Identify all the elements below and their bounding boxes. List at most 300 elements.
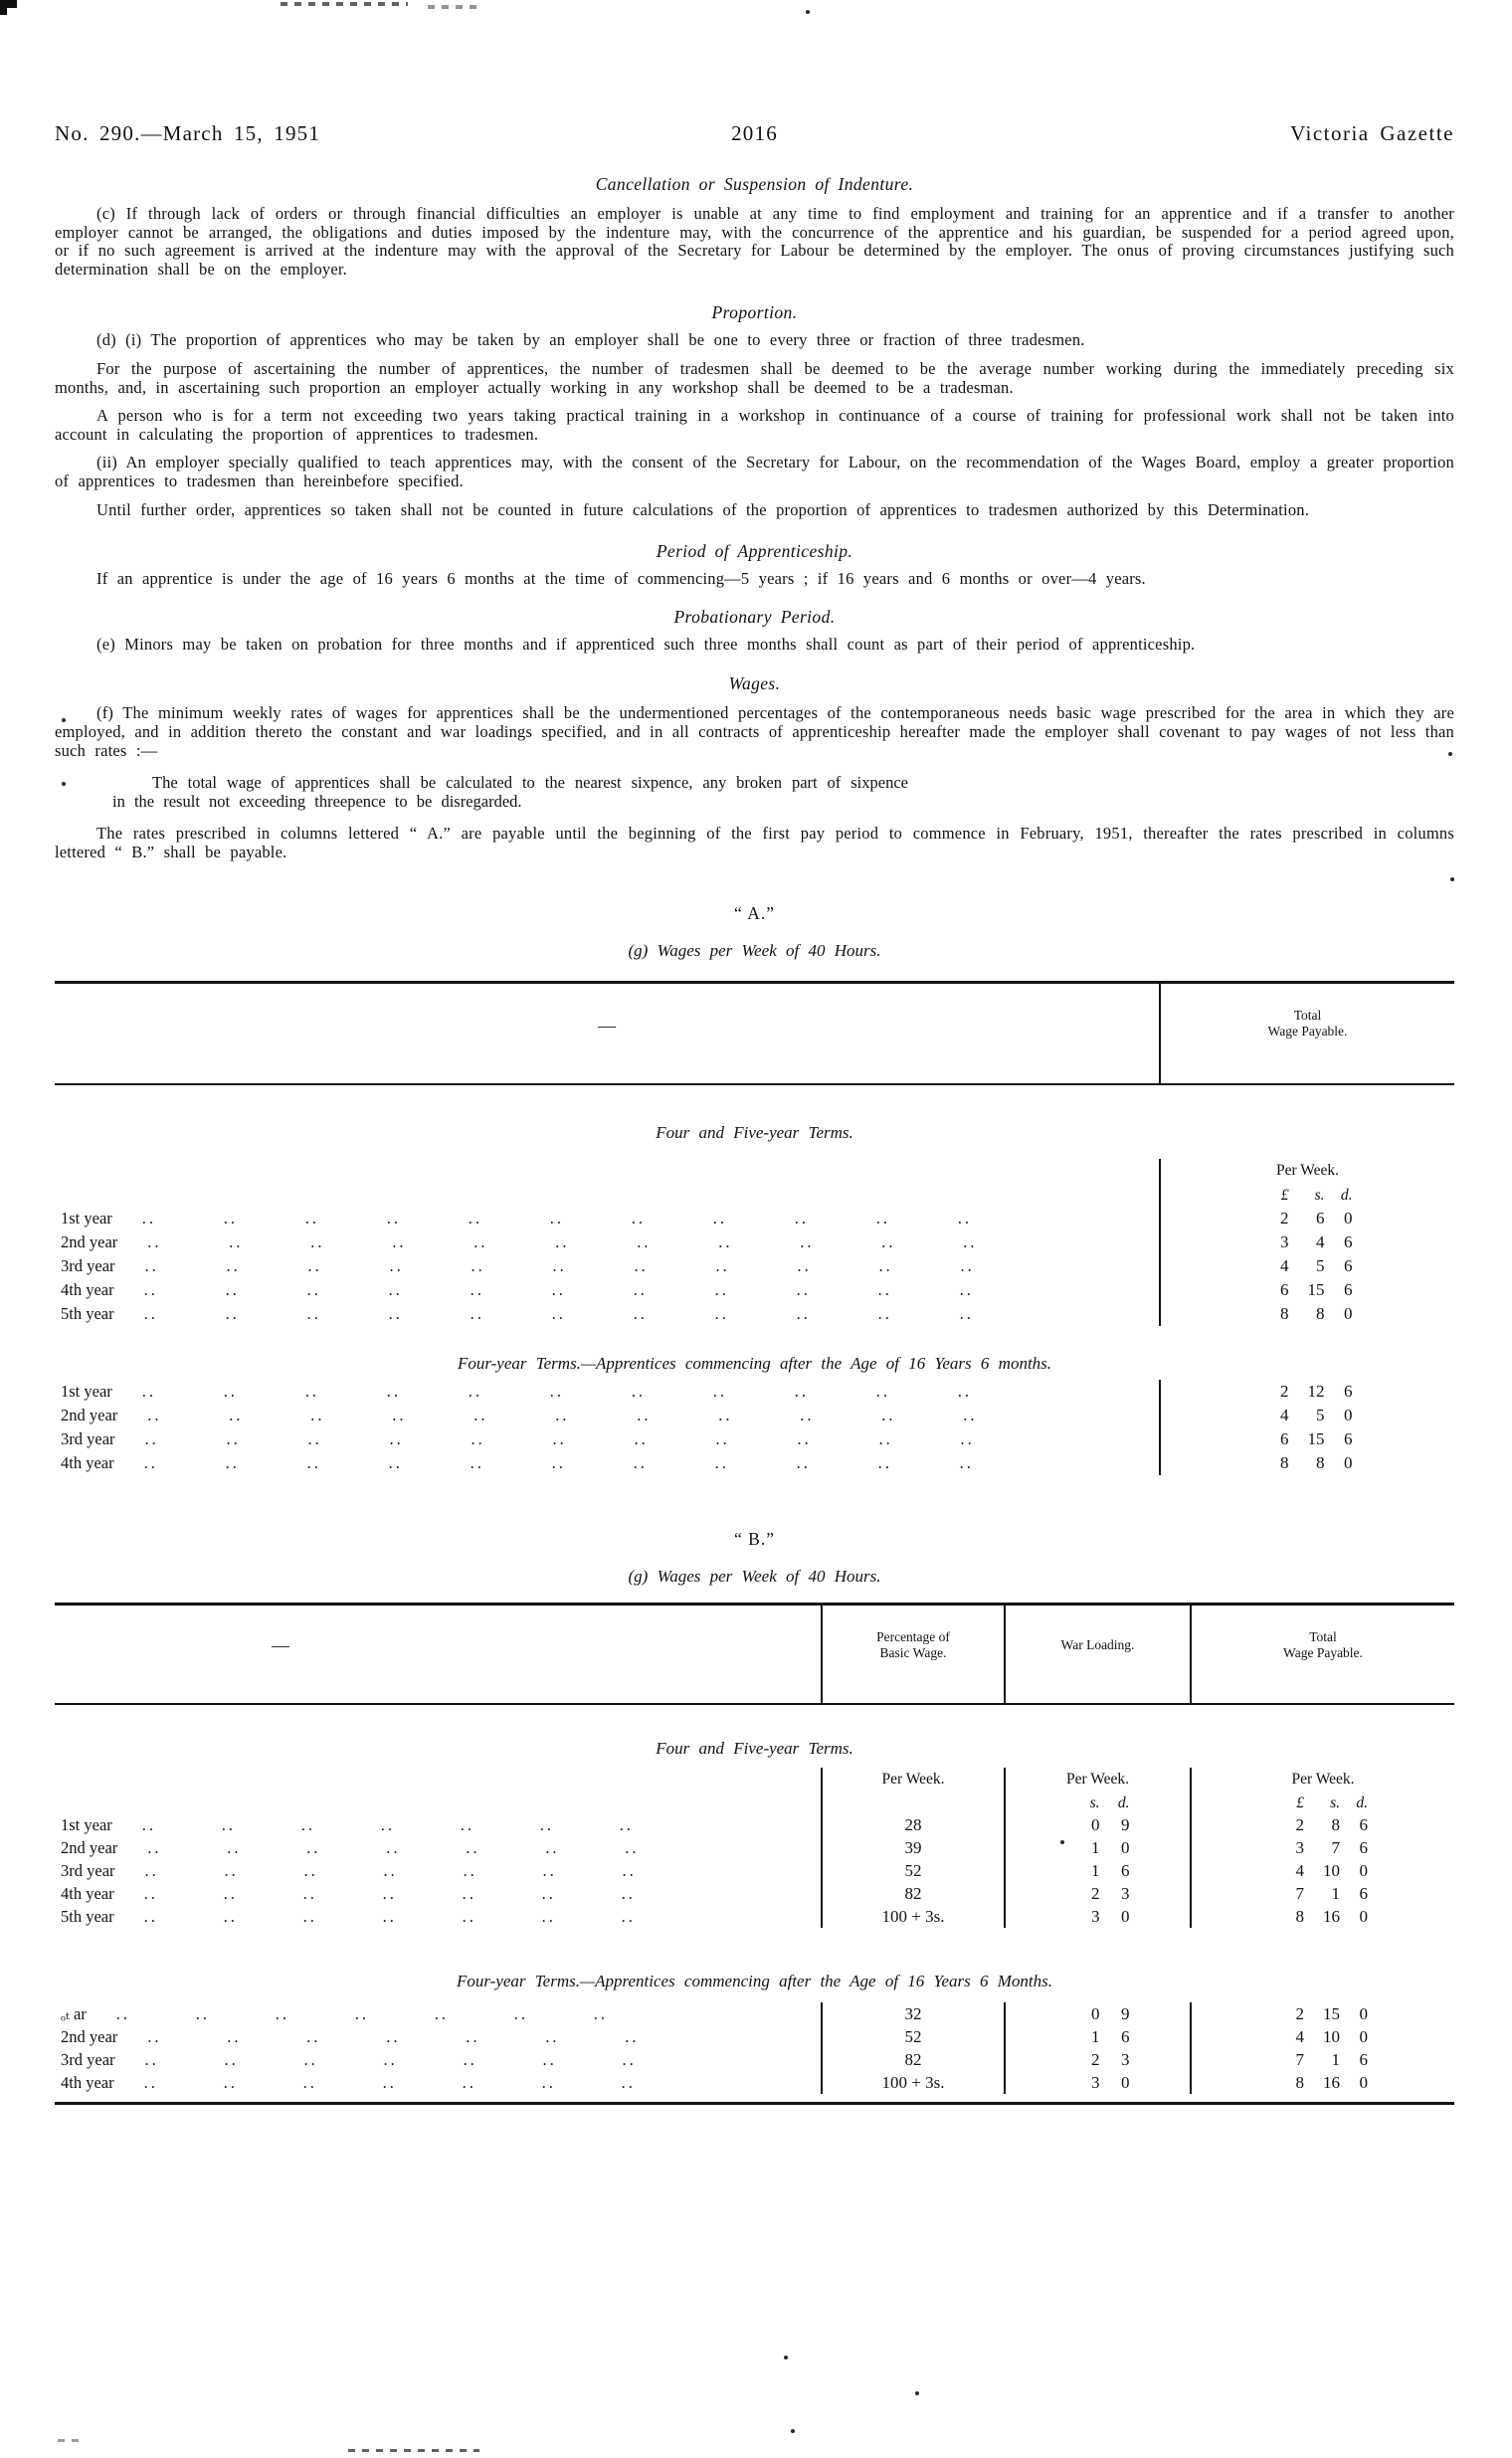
leader-dots: .. (619, 1815, 635, 1835)
table-row (55, 1882, 1454, 1905)
leader-dots: .. (388, 1280, 403, 1300)
percentage-header-line1: Percentage of (876, 1629, 950, 1645)
money-part: 6 (1359, 1838, 1368, 1858)
year-label: 3rd year (61, 1256, 115, 1276)
war-loading-cell (1004, 1905, 1190, 1928)
total-wage-cell (1159, 1427, 1454, 1451)
total-currency-header (1190, 1791, 1454, 1813)
table-row (55, 1254, 1454, 1278)
money-value (1278, 1792, 1368, 1814)
leader-dots: .. (959, 1304, 974, 1324)
empty-cell (55, 1768, 821, 1791)
war-loading-cell (1004, 1882, 1190, 1905)
leader-dots: .. (224, 1861, 239, 1881)
leader-dots: .. (473, 1406, 488, 1425)
leader-dots: .. (310, 1232, 325, 1252)
money-part: 4 (1295, 2027, 1304, 2047)
percentage-cell: 52 (821, 2025, 1004, 2048)
money-part: 6 (1280, 1429, 1289, 1449)
money-value (1263, 1254, 1353, 1278)
empty-cell (55, 1183, 1159, 1207)
money-part: 0 (1359, 1861, 1368, 1881)
money-part: 16 (1323, 2073, 1340, 2093)
scan-artifact (0, 0, 17, 8)
leader-dots: .. (545, 1838, 560, 1858)
percentage-cell: 52 (821, 1859, 1004, 1882)
scan-artifact (428, 5, 479, 9)
leader-dots: .. (147, 1406, 162, 1425)
leader-dots: .. (226, 1429, 241, 1449)
table-a-dash-cell: — (598, 1016, 616, 1037)
leader-dots: .. (471, 1429, 485, 1449)
empty-cell (821, 1791, 1004, 1813)
dot-leader (117, 1230, 1159, 1254)
money-part: 7 (1295, 1884, 1304, 1904)
leader-dots: .. (796, 1453, 811, 1473)
leader-dots: .. (392, 1406, 407, 1425)
leader-dots: .. (960, 1429, 975, 1449)
year-label: 2nd year (61, 1838, 118, 1858)
dot-leader (115, 2048, 821, 2071)
war-loading-cell (1004, 1836, 1190, 1859)
total-wage-cell (1190, 2025, 1454, 2048)
currency-header (1159, 1183, 1454, 1207)
leader-dots: .. (621, 2073, 636, 2093)
leader-dots: .. (225, 1280, 240, 1300)
table-b-war-loading-header (1004, 1606, 1190, 1703)
scan-artifact (791, 2429, 795, 2433)
leader-dots: .. (633, 1304, 648, 1324)
table-row (55, 1278, 1454, 1302)
leader-dots: .. (712, 1382, 728, 1402)
leader-dots: .. (354, 2004, 370, 2024)
total-header-line1: Total (1309, 1629, 1337, 1645)
heading-wages: Wages. (728, 673, 781, 694)
leader-dots: .. (310, 1406, 325, 1425)
leader-dots: .. (223, 1907, 238, 1927)
scan-artifact (348, 2449, 479, 2452)
dot-leader (114, 1905, 821, 1928)
leader-dots: .. (143, 1280, 158, 1300)
money-value (1066, 1813, 1130, 1836)
leader-dots: .. (963, 1406, 978, 1425)
leader-dots: .. (875, 1209, 891, 1229)
leader-dots: .. (223, 2073, 238, 2093)
percentage-cell: 28 (821, 1813, 1004, 1836)
leader-dots: .. (144, 2050, 159, 2070)
leader-dots: .. (306, 1838, 321, 1858)
leader-dots: .. (303, 1861, 318, 1881)
money-part: 7 (1331, 1838, 1340, 1858)
leader-dots: .. (224, 2050, 239, 2070)
money-part: s. (1089, 1795, 1100, 1812)
wages-table-a (55, 981, 1454, 1475)
row-label-cell (55, 1451, 1159, 1475)
money-part: 6 (1280, 1280, 1289, 1300)
year-label: 4th year (61, 1884, 114, 1904)
leader-dots: .. (462, 1907, 476, 1927)
total-wage-cell (1159, 1404, 1454, 1427)
money-part: d. (1356, 1795, 1368, 1812)
table-a-body (55, 1123, 1454, 1475)
leader-dots: .. (463, 2050, 477, 2070)
money-part: 15 (1307, 1429, 1325, 1449)
money-part: 2 (1295, 2004, 1304, 2024)
leader-dots: .. (714, 1304, 729, 1324)
money-part: 4 (1316, 1232, 1325, 1252)
leader-dots: .. (470, 1453, 484, 1473)
leader-dots: .. (542, 2050, 557, 2070)
leader-dots: .. (388, 1304, 403, 1324)
leader-dots: .. (141, 1382, 157, 1402)
money-part: 1 (1091, 2027, 1100, 2047)
leader-dots: .. (878, 1429, 893, 1449)
money-value (1066, 2002, 1130, 2025)
table-a-total-column-header (1159, 984, 1454, 1083)
leader-dots: .. (460, 1815, 475, 1835)
leader-dots: .. (621, 1907, 636, 1927)
leader-dots: .. (468, 1209, 483, 1229)
money-part: 6 (1344, 1232, 1353, 1252)
war-loading-cell (1004, 2025, 1190, 2048)
leader-dots: .. (957, 1382, 973, 1402)
scan-artifact (915, 2391, 919, 2395)
leader-dots: .. (388, 1453, 403, 1473)
money-part: 2 (1091, 1884, 1100, 1904)
row-label-cell (55, 2025, 821, 2048)
money-part: 8 (1316, 1453, 1325, 1473)
leader-dots: .. (878, 1256, 893, 1276)
leader-dots: .. (307, 1429, 322, 1449)
paragraph-e: (e) Minors may be taken on probation for three months and if apprenticed such three months shall count as part of their period of apprenticeship. (96, 634, 1196, 654)
table-a-subheader-row (55, 1159, 1454, 1183)
row-label-cell (55, 1905, 821, 1928)
money-part: 6 (1344, 1256, 1353, 1276)
leader-dots: .. (143, 1304, 158, 1324)
table-a-group-title: Four and Five-year Terms. (656, 1123, 853, 1143)
total-wage-cell (1159, 1380, 1454, 1404)
leader-dots: .. (380, 1815, 396, 1835)
leader-dots: .. (386, 2027, 401, 2047)
leader-dots: .. (462, 1884, 476, 1904)
leader-dots: .. (223, 1884, 238, 1904)
money-part: 0 (1359, 2004, 1368, 2024)
paragraph-f: (f) The minimum weekly rates of wages for apprentices shall be the undermentioned percentages of the contemporaneous needs basic wage prescribed for the area in which they are employed, and in addition thereto the constant and war loadings specified, and in all contracts of apprenticeship hereafter made the employer shall covenant to pay wages of not less than such rates :— (55, 703, 1454, 760)
leader-dots: .. (622, 2050, 637, 2070)
leader-dots: .. (631, 1209, 647, 1229)
year-label: 5th year (61, 1907, 114, 1927)
war-loading-cell (1004, 2048, 1190, 2071)
total-header-line2: Wage Payable. (1267, 1024, 1348, 1040)
empty-cell (55, 1791, 821, 1813)
leader-dots: .. (147, 1838, 162, 1858)
money-part: 6 (1344, 1429, 1353, 1449)
row-label-cell (55, 1859, 821, 1882)
leader-dots: .. (306, 1304, 321, 1324)
leader-dots: .. (712, 1209, 728, 1229)
money-part: 3 (1121, 2050, 1130, 2070)
money-part: 4 (1295, 1861, 1304, 1881)
percentage-cell: 82 (821, 1882, 1004, 1905)
section-b-label: “ B.” (734, 1529, 775, 1550)
publication-title: Victoria Gazette (1290, 121, 1454, 145)
leader-dots: .. (542, 1861, 557, 1881)
year-label: 3rd year (61, 1861, 115, 1881)
leader-dots: .. (307, 1256, 322, 1276)
leader-dots: .. (551, 1304, 566, 1324)
leader-dots: .. (715, 1256, 730, 1276)
money-part: 6 (1359, 2050, 1368, 2070)
leader-dots: .. (800, 1406, 815, 1425)
money-part: 12 (1307, 1382, 1325, 1402)
money-value (1263, 1380, 1353, 1404)
year-label: 3rd year (61, 1429, 115, 1449)
total-wage-cell (1190, 1813, 1454, 1836)
money-value (1278, 1882, 1368, 1905)
money-part: 0 (1091, 1815, 1100, 1835)
percentage-cell: 39 (821, 1836, 1004, 1859)
section-a-subtitle: (g) Wages per Week of 40 Hours. (628, 941, 881, 961)
leader-dots: .. (144, 1429, 159, 1449)
money-value (1263, 1230, 1353, 1254)
money-part: 0 (1344, 1406, 1353, 1425)
leader-dots: .. (383, 2050, 398, 2070)
table-row (55, 1427, 1454, 1451)
money-part: 0 (1121, 2073, 1130, 2093)
leader-dots: .. (881, 1406, 896, 1425)
leader-dots: .. (794, 1209, 810, 1229)
leader-dots: .. (634, 1256, 649, 1276)
money-part: 2 (1280, 1209, 1289, 1229)
leader-dots: .. (881, 1232, 896, 1252)
row-label-cell (55, 2002, 821, 2025)
money-part: 3 (1280, 1232, 1289, 1252)
money-part: 8 (1280, 1304, 1289, 1324)
year-label: 4th year (61, 1453, 114, 1473)
table-row (55, 1905, 1454, 1928)
year-label: 1st year (61, 1815, 112, 1835)
heading-cancellation: Cancellation or Suspension of Indenture. (595, 174, 914, 194)
leader-dots: .. (386, 1838, 401, 1858)
table-b-dash-cell: — (272, 1635, 289, 1656)
money-part: 0 (1121, 1838, 1130, 1858)
table-row (55, 1451, 1454, 1475)
money-value (1278, 2025, 1368, 2048)
leader-dots: .. (634, 1429, 649, 1449)
leader-dots: .. (227, 1838, 242, 1858)
dot-leader (112, 1813, 821, 1836)
percentage-header-line2: Basic Wage. (879, 1645, 947, 1661)
table-b-total-header (1190, 1606, 1454, 1703)
dot-leader (114, 1451, 1159, 1475)
leader-dots: .. (383, 1861, 398, 1881)
money-value (1263, 1278, 1353, 1302)
percentage-cell: 100 + 3s. (821, 2071, 1004, 2094)
leader-dots: .. (513, 2004, 529, 2024)
leader-dots: .. (957, 1209, 973, 1229)
year-label: 2nd year (61, 1406, 118, 1425)
war-loading-cell (1004, 2002, 1190, 2025)
money-part: 6 (1359, 1815, 1368, 1835)
money-part: 15 (1307, 1280, 1325, 1300)
leader-dots: .. (468, 1382, 483, 1402)
money-part: 9 (1121, 2004, 1130, 2024)
leader-dots: .. (382, 2073, 397, 2093)
money-part: 8 (1316, 1304, 1325, 1324)
leader-dots: .. (147, 2027, 162, 2047)
table-b-group (55, 2002, 1454, 2094)
per-week-header: Per Week. (1159, 1159, 1454, 1183)
leader-dots: .. (551, 1453, 566, 1473)
leader-dots: .. (303, 2050, 318, 2070)
leader-dots: .. (223, 1382, 239, 1402)
dot-leader (114, 2071, 821, 2094)
leader-dots: .. (225, 1304, 240, 1324)
money-part: 8 (1295, 2073, 1304, 2093)
leader-dots: .. (796, 1304, 811, 1324)
money-part: 6 (1344, 1382, 1353, 1402)
table-row (55, 1230, 1454, 1254)
total-per-week-header: Per Week. (1190, 1768, 1454, 1791)
leader-dots: .. (718, 1406, 733, 1425)
leader-dots: .. (633, 1453, 648, 1473)
section-a-label: “ A.” (734, 903, 775, 924)
money-part: 0 (1121, 1907, 1130, 1927)
money-part: 8 (1295, 1907, 1304, 1927)
leader-dots: .. (147, 1232, 162, 1252)
page-content (55, 121, 1454, 2105)
leader-dots: .. (143, 1453, 158, 1473)
row-label-cell (55, 1427, 1159, 1451)
dot-leader (87, 2002, 821, 2025)
leader-dots: .. (302, 1884, 317, 1904)
section-b-subtitle: (g) Wages per Week of 40 Hours. (628, 1567, 881, 1587)
money-value (1066, 1859, 1130, 1882)
leader-dots: .. (225, 1453, 240, 1473)
leader-dots: .. (549, 1209, 565, 1229)
total-wage-cell (1190, 2048, 1454, 2071)
leader-dots: .. (115, 2004, 131, 2024)
leader-dots: .. (555, 1406, 570, 1425)
money-part: 1 (1091, 1838, 1100, 1858)
leader-dots: .. (715, 1429, 730, 1449)
leader-dots: .. (227, 2027, 242, 2047)
leader-dots: .. (392, 1232, 407, 1252)
money-part: 10 (1323, 1861, 1340, 1881)
empty-cell (55, 1159, 1159, 1183)
leader-dots: .. (633, 1280, 648, 1300)
money-part: d. (1340, 1187, 1353, 1205)
dot-leader (114, 1302, 1159, 1326)
table-b-body (55, 1739, 1454, 2094)
money-part: 8 (1280, 1453, 1289, 1473)
leader-dots: .. (226, 1256, 241, 1276)
leader-dots: .. (549, 1382, 565, 1402)
money-part: 0 (1091, 2004, 1100, 2024)
total-wage-cell (1159, 1207, 1454, 1230)
leader-dots: .. (800, 1232, 815, 1252)
leader-dots: .. (621, 1884, 636, 1904)
paragraph-total-wage: The total wage of apprentices shall be calculated to the nearest sixpence, any broken part of sixpence in the result not exceeding threepence to be disregarded. (112, 773, 908, 811)
row-label-cell (55, 1813, 821, 1836)
money-part: 1 (1091, 1861, 1100, 1881)
leader-dots: .. (796, 1280, 811, 1300)
leader-dots: .. (302, 2073, 317, 2093)
leader-dots: .. (302, 1907, 317, 1927)
row-label-cell (55, 2071, 821, 2094)
year-label: 4th year (61, 1280, 114, 1300)
table-row (55, 1302, 1454, 1326)
wages-table-b (55, 1603, 1454, 2105)
issue-date: No. 290.—March 15, 1951 (55, 121, 321, 145)
scan-artifact (281, 2, 408, 6)
leader-dots: .. (552, 1429, 567, 1449)
scan-artifact (784, 2356, 788, 2360)
leader-dots: .. (470, 1304, 484, 1324)
leader-dots: .. (462, 2073, 476, 2093)
row-label-cell (55, 1882, 821, 1905)
leader-dots: .. (463, 1861, 477, 1881)
money-part: 2 (1280, 1382, 1289, 1402)
row-label-cell (55, 2048, 821, 2071)
leader-dots: .. (473, 1232, 488, 1252)
money-part: 0 (1344, 1304, 1353, 1324)
table-row (55, 1207, 1454, 1230)
leader-dots: .. (539, 1815, 555, 1835)
leader-dots: .. (794, 1382, 810, 1402)
money-part: £ (1280, 1187, 1289, 1205)
leader-dots: .. (551, 1280, 566, 1300)
money-part: 15 (1323, 2004, 1340, 2024)
leader-dots: .. (963, 1232, 978, 1252)
leader-dots: .. (386, 1382, 402, 1402)
leader-dots: .. (877, 1304, 892, 1324)
dot-leader (115, 1859, 821, 1882)
table-a-currency-row (55, 1183, 1454, 1207)
money-part: 1 (1331, 1884, 1340, 1904)
total-wage-cell (1159, 1254, 1454, 1278)
money-value (1278, 1859, 1368, 1882)
leader-dots: .. (141, 1815, 157, 1835)
leader-dots: .. (300, 1815, 316, 1835)
money-value (1263, 1451, 1353, 1475)
row-label-cell (55, 1302, 1159, 1326)
leader-dots: .. (622, 1861, 637, 1881)
scan-artifact (806, 10, 810, 14)
total-wage-cell (1190, 1882, 1454, 1905)
paragraph-purpose: For the purpose of ascertaining the number of apprentices, the number of tradesmen shall be deemed to be the average number working during the immediately preceding six months, and, in ascertaining such proportion an employer actually working in any workshop shall be deemed to be a tradesman. (55, 358, 1454, 397)
table-a-group (55, 1159, 1454, 1326)
leader-dots: .. (466, 1838, 480, 1858)
leader-dots: .. (959, 1280, 974, 1300)
leader-dots: .. (797, 1429, 812, 1449)
dot-leader (112, 1380, 1159, 1404)
leader-dots: .. (221, 1815, 237, 1835)
table-row (55, 1404, 1454, 1427)
table-row (55, 2071, 1454, 2094)
table-b-subheader-row (55, 1768, 1454, 1791)
total-wage-cell (1159, 1278, 1454, 1302)
year-label: 2nd year (61, 2027, 118, 2047)
money-part: 6 (1121, 2027, 1130, 2047)
total-wage-cell (1190, 1859, 1454, 1882)
dot-leader (115, 1427, 1159, 1451)
leader-dots: .. (382, 1884, 397, 1904)
money-value (1278, 1836, 1368, 1859)
money-value (1263, 1302, 1353, 1326)
table-b-percentage-header (821, 1606, 1004, 1703)
money-value (1066, 1882, 1130, 1905)
